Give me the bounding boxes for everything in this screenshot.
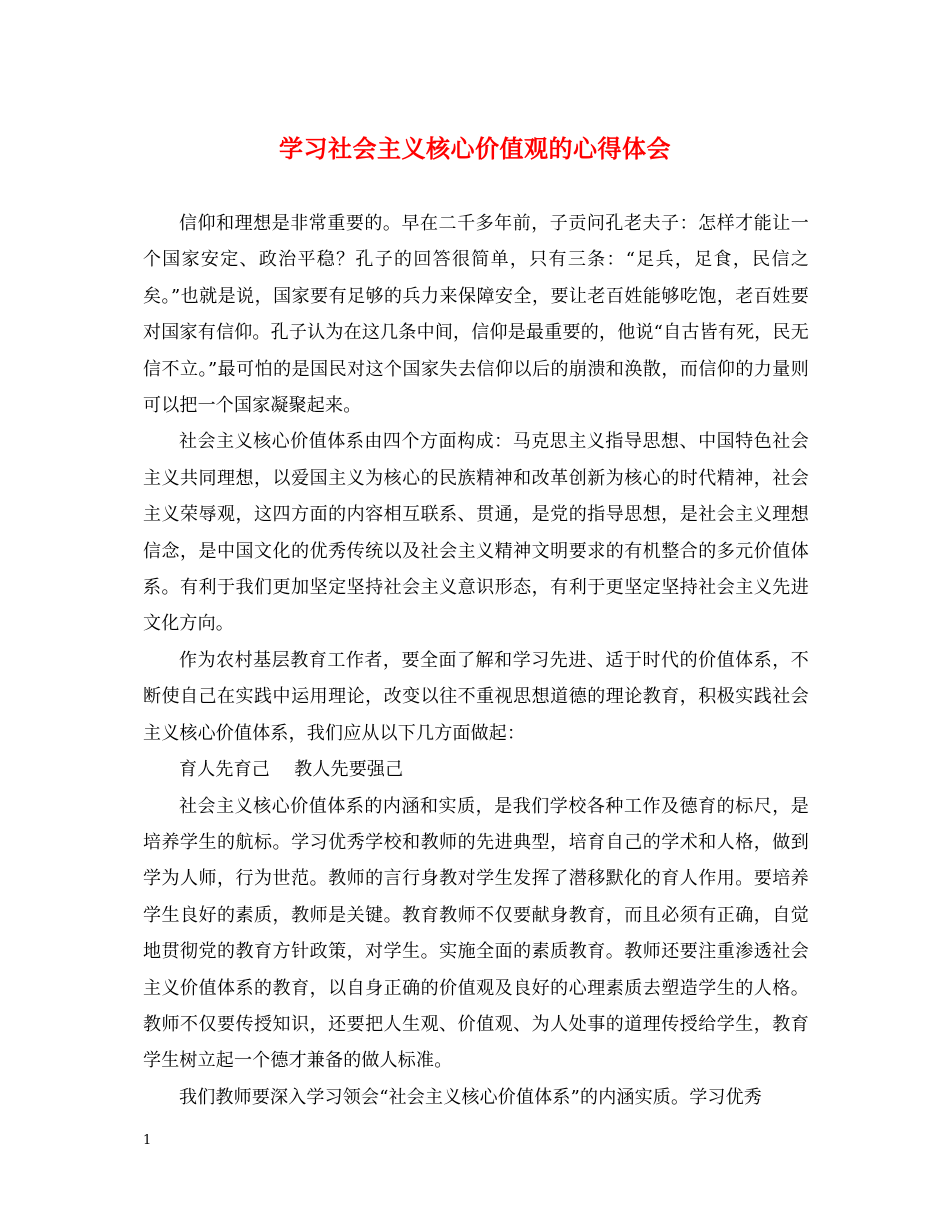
page-number: 1 <box>143 1133 152 1148</box>
paragraph-1: 信仰和理想是非常重要的。早在二千多年前，子贡问孔老夫子：怎样才能让一个国家安定、政治平稳？孔子的回答很简单，只有三条：“足兵，足食，民信之矣。”也就是说，国家要有足够的兵力来保障安全，要让老百姓能够吃饱，老百姓要对国家有信仰。孔子认为在这几条中间，信仰是最重要的，他说“自古皆有死，民无信不立。”最可怕的是国民对这个国家失去信仰以后的崩溃和涣散，而信仰的力量则可以把一个国家凝聚起来。 <box>143 213 809 417</box>
document-body <box>143 206 809 1116</box>
document-title: 学习社会主义核心价值观的心得体会 <box>279 134 671 163</box>
paragraph-2: 社会主义核心价值体系由四个方面构成：马克思主义指导思想、中国特色社会主义共同理想，以爱国主义为核心的民族精神和改革创新为核心的时代精神，社会主义荣辱观，这四方面的内容相互联系、贯通，是党的指导思想，是社会主义理想信念，是中国文化的优秀传统以及社会主义精神文明要求的有机整合的多元价值体系。有利于我们更加坚定坚持社会主义意识形态，有利于更坚定坚持社会主义先进文化方向。 <box>143 431 809 635</box>
paragraph-5: 我们教师要深入学习领会“社会主义核心价值体系”的内涵实质。学习优秀 <box>179 1086 763 1108</box>
subheading: 育人先育己 教人先要强己 <box>179 759 404 781</box>
paragraph-4: 社会主义核心价值体系的内涵和实质，是我们学校各种工作及德育的标尺，是培养学生的航标。学习优秀学校和教师的先进典型，培育自己的学术和人格，做到学为人师，行为世范。教师的言行身教对学生发挥了潜移默化的育人作用。要培养学生良好的素质，教师是关键。教育教师不仅要献身教育，而且必须有正确，自觉地贯彻党的教育方针政策，对学生。实施全面的素质教育。教师还要注重渗透社会主义价值体系的教育，以自身正确的价值观及良好的心理素质去塑造学生的人格。教师不仅要传授知识，还要把人生观、价值观、为人处事的道理传授给学生，教育学生树立起一个德才兼备的做人标准。 <box>143 795 809 1072</box>
paragraph-3: 作为农村基层教育工作者，要全面了解和学习先进、适于时代的价值体系，不断使自己在实践中运用理论，改变以往不重视思想道德的理论教育，积极实践社会主义核心价值体系，我们应从以下几方面做起： <box>143 649 809 744</box>
